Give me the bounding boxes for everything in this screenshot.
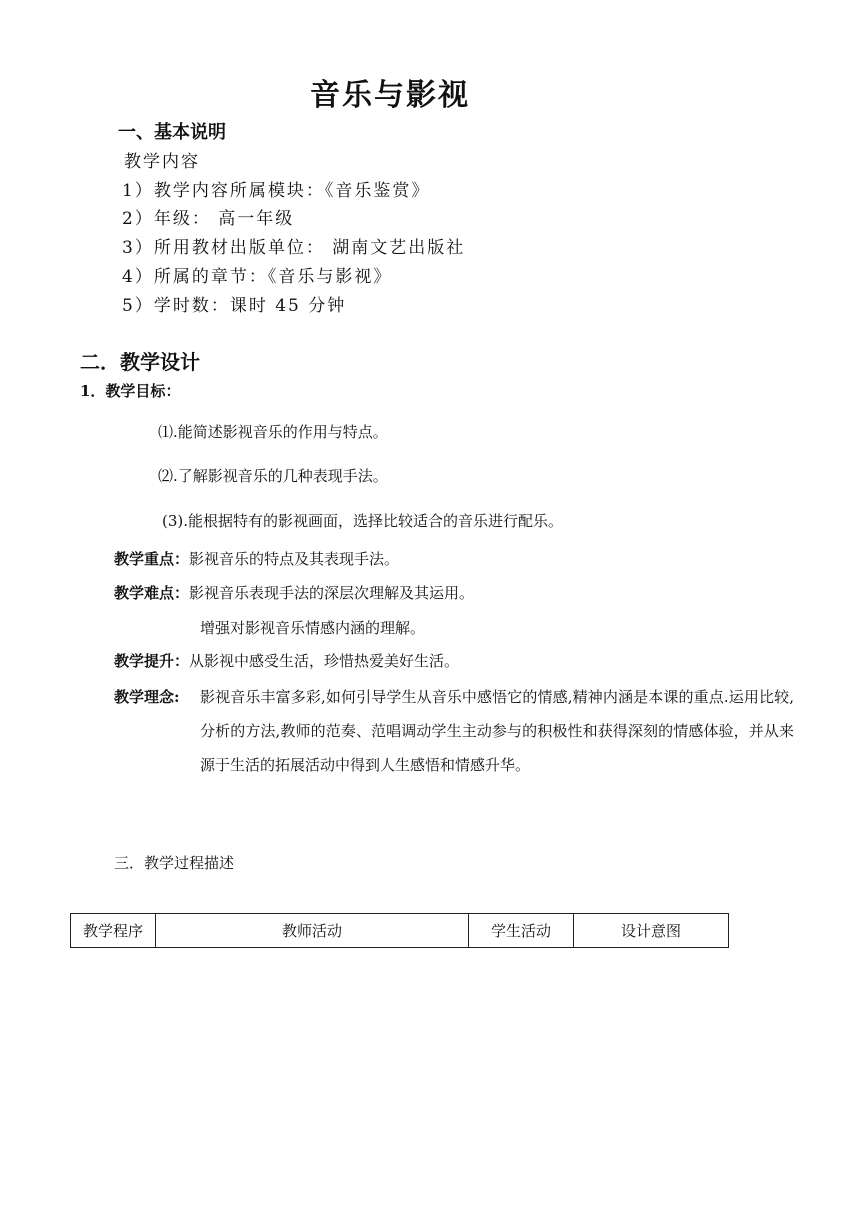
- teaching-process-table: [70, 913, 729, 948]
- teaching-goal-3: (3).能根据特有的影视画面，选择比较适合的音乐进行配乐。: [162, 512, 564, 530]
- table-header-teacher-activity: 教师活动: [156, 914, 469, 948]
- teaching-goals-heading: 1．教学目标：: [80, 382, 181, 400]
- philosophy-block: [114, 680, 794, 782]
- section-teaching-design-heading: 二．教学设计: [80, 350, 200, 374]
- section-basic-info-heading: 一、基本说明: [118, 122, 226, 143]
- key-point-row: [114, 548, 399, 569]
- table-header-design-intent: 设计意图: [574, 914, 729, 948]
- improvement-label: 教学提升：: [114, 652, 190, 670]
- table-header-student-activity: 学生活动: [469, 914, 574, 948]
- info-item-hours: 5）学时数：课时 45 分钟: [122, 296, 347, 316]
- info-item-publisher: 3）所用教材出版单位： 湖南文艺出版社: [122, 238, 466, 258]
- teaching-content-subheading: 教学内容: [124, 152, 200, 172]
- section-process-heading: 三．教学过程描述: [114, 854, 235, 872]
- philosophy-label: 教学理念:: [114, 688, 180, 706]
- info-item-grade: 2）年级： 高一年级: [122, 209, 295, 229]
- table-header-procedure: 教学程序: [71, 914, 156, 948]
- improvement-row: [114, 650, 459, 671]
- teaching-goal-1: ⑴.能简述影视音乐的作用与特点。: [158, 423, 388, 441]
- key-point-text: 影视音乐的特点及其表现手法。: [189, 550, 400, 568]
- difficulty-text: 影视音乐表现手法的深层次理解及其运用。: [189, 584, 475, 602]
- difficulty-text-2: 增强对影视音乐情感内涵的理解。: [200, 619, 426, 637]
- philosophy-text: 影视音乐丰富多彩,如何引导学生从音乐中感悟它的情感,精神内涵是本课的重点.运用比较,分析的方法,教师的范奏、范唱调动学生主动参与的积极性和获得深刻的情感体验，并从来源于生活的拓展活动中得到人生感悟和情感升华。: [200, 688, 794, 774]
- table-header-row: [71, 914, 729, 948]
- info-item-module: 1）教学内容所属模块：《音乐鉴赏》: [122, 181, 431, 201]
- improvement-text: 从影视中感受生活，珍惜热爱美好生活。: [189, 652, 460, 670]
- document-title: 音乐与影视: [310, 78, 470, 113]
- teaching-goal-2: ⑵.了解影视音乐的几种表现手法。: [158, 467, 388, 485]
- key-point-label: 教学重点：: [114, 550, 190, 568]
- difficulty-label: 教学难点：: [114, 584, 190, 602]
- info-item-chapter: 4）所属的章节：《音乐与影视》: [122, 267, 393, 287]
- difficulty-row: [114, 582, 474, 603]
